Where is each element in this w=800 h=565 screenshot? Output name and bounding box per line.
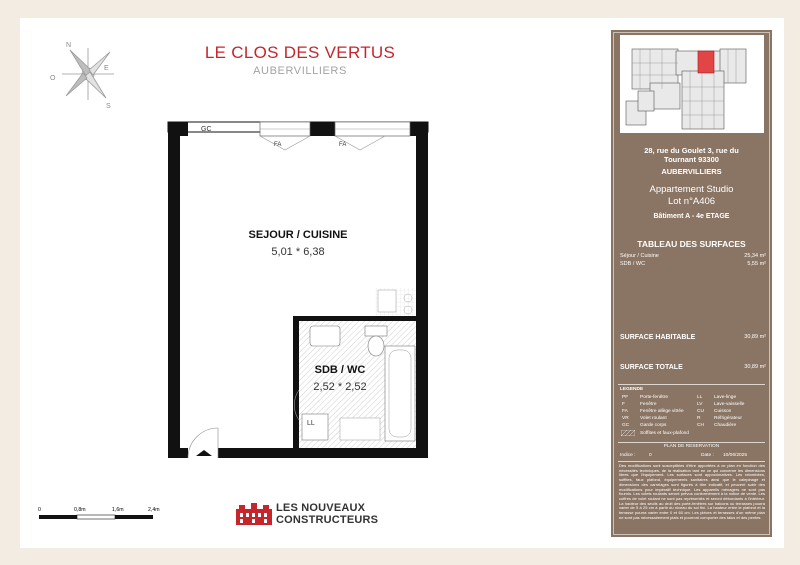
key-plan-thumbnail — [620, 35, 764, 133]
indice-value: 0 — [649, 453, 652, 458]
room-sejour-name: SEJOUR / CUISINE — [248, 229, 348, 241]
reservation-title: PLAN DE RESERVATION — [663, 444, 720, 449]
room-sejour-dims: 5,01 * 6,38 — [271, 246, 325, 258]
address-city: AUBERVILLIERS — [661, 167, 722, 176]
legend-label: Fenêtre allège vitrée — [640, 409, 684, 414]
legend-code: GC — [622, 423, 630, 428]
building-floor: Bâtiment A - 4e ETAGE — [653, 213, 730, 220]
compass-s: S — [106, 103, 111, 110]
legend-label: Réfrigérateur — [714, 416, 742, 421]
disclaimer: Des modifications sont susceptibles d'être apportées à ce plan en fonction des nécessités techniques, de la réalisation tant en ce qui concerne les dimensions libres que l'équipement. Les surfaces sont approximatives. Les retombées, soffites, faux plafond, équipements sanitaires ainsi que le calepinage et dimensions des carrelages sont figurés à titre indicatif, et peuvent subir des modifications pour impératif technique. Les appareils ménagers ne sont pas fournis. Les volets roulants seront prévus conformément à la notice de vente. Les coffres de volet roulant ne sont pas représentés et seront débordants à l'intérieur. La hauteur des seuils au droit des porte-fenêtres sur balcons ou terrasses pourra varier de 5 à 25 cm à partir du niveau du sol fini. La hauteur entre le plafond et la terrasse pourra varier entre 0 et 60 cm. Les pièces et terrasses d'un même plan ne sont pas nécessairement plats et pourront comporter des talus et des pentes. — [619, 463, 765, 520]
legend-code: LV — [697, 402, 703, 407]
date-label: Date : — [701, 453, 714, 458]
room-sdb-name: SDB / WC — [314, 364, 366, 376]
brand-line-2: CONSTRUCTEURS — [276, 514, 379, 526]
legend-label: Porte-fenêtre — [640, 395, 668, 400]
scale-tick-1: 0,8m — [74, 507, 86, 513]
legend-code: F — [622, 402, 625, 407]
surface-row-sejour: Séjour / Cuisine 25,34 m² — [620, 253, 766, 259]
brand-line-1: LES NOUVEAUX — [276, 502, 366, 514]
legend-code: PF — [622, 395, 629, 400]
compass-n: N — [66, 42, 72, 49]
legend-code: R — [697, 416, 701, 421]
date-value: 10/06/2025 — [723, 453, 748, 458]
room-sdb-dims: 2,52 * 2,52 — [313, 381, 367, 393]
surface-totale: SURFACE TOTALE 30,89 m² — [620, 364, 766, 371]
legend-title: LEGENDE — [620, 387, 644, 392]
apartment-type: Appartement Studio — [649, 184, 734, 195]
label-gc: GC — [201, 126, 212, 133]
compass-e: E — [104, 65, 109, 72]
scale-tick-3: 2,4m — [148, 507, 160, 513]
legend-soffite: Soffites et faux-plafond — [640, 431, 689, 436]
legend-label: Fenêtre — [640, 402, 657, 407]
scale-bar — [38, 514, 162, 522]
legend-code: LL — [697, 395, 703, 400]
label-fa-1: FA — [274, 142, 282, 148]
brand-logo-icon — [236, 503, 272, 525]
legend-label: Cuisson — [714, 409, 732, 414]
legend-code: FA — [622, 409, 628, 414]
compass-o: O — [50, 75, 56, 82]
scale-tick-0: 0 — [38, 507, 41, 513]
project-city: AUBERVILLIERS — [253, 65, 347, 77]
legend-label: Lave-vaisselle — [714, 402, 745, 407]
address: 28, rue du Goulet 3, rue du Tournant 93300 — [644, 146, 739, 164]
lot-number: Lot n°A406 — [667, 196, 716, 207]
project-title: LE CLOS DES VERTUS — [204, 43, 396, 62]
surfaces-title: TABLEAU DES SURFACES — [637, 239, 746, 249]
legend-label: Volet roulant — [640, 416, 667, 421]
legend-code: CU — [697, 409, 704, 414]
key-plan-lot-highlight — [698, 51, 714, 73]
legend-label: Chaudière — [714, 423, 737, 428]
floor-plan — [160, 118, 440, 463]
scale-tick-2: 1,6m — [112, 507, 124, 513]
label-fa-2: FA — [339, 142, 347, 148]
surface-row-sdb: SDB / WC 5,55 m² — [620, 261, 766, 267]
legend-label: Lave-linge — [714, 395, 737, 400]
legend-code: VR — [622, 416, 629, 421]
legend-label: Garde corps — [640, 423, 667, 428]
label-ll: LL — [307, 420, 315, 427]
soffite-hatch-icon — [621, 430, 635, 436]
indice-label: Indice : — [620, 453, 636, 458]
legend-code: CH — [697, 423, 704, 428]
surface-habitable: SURFACE HABITABLE 30,89 m² — [620, 334, 766, 341]
compass-rose-icon — [48, 38, 128, 110]
info-panel — [611, 30, 772, 537]
